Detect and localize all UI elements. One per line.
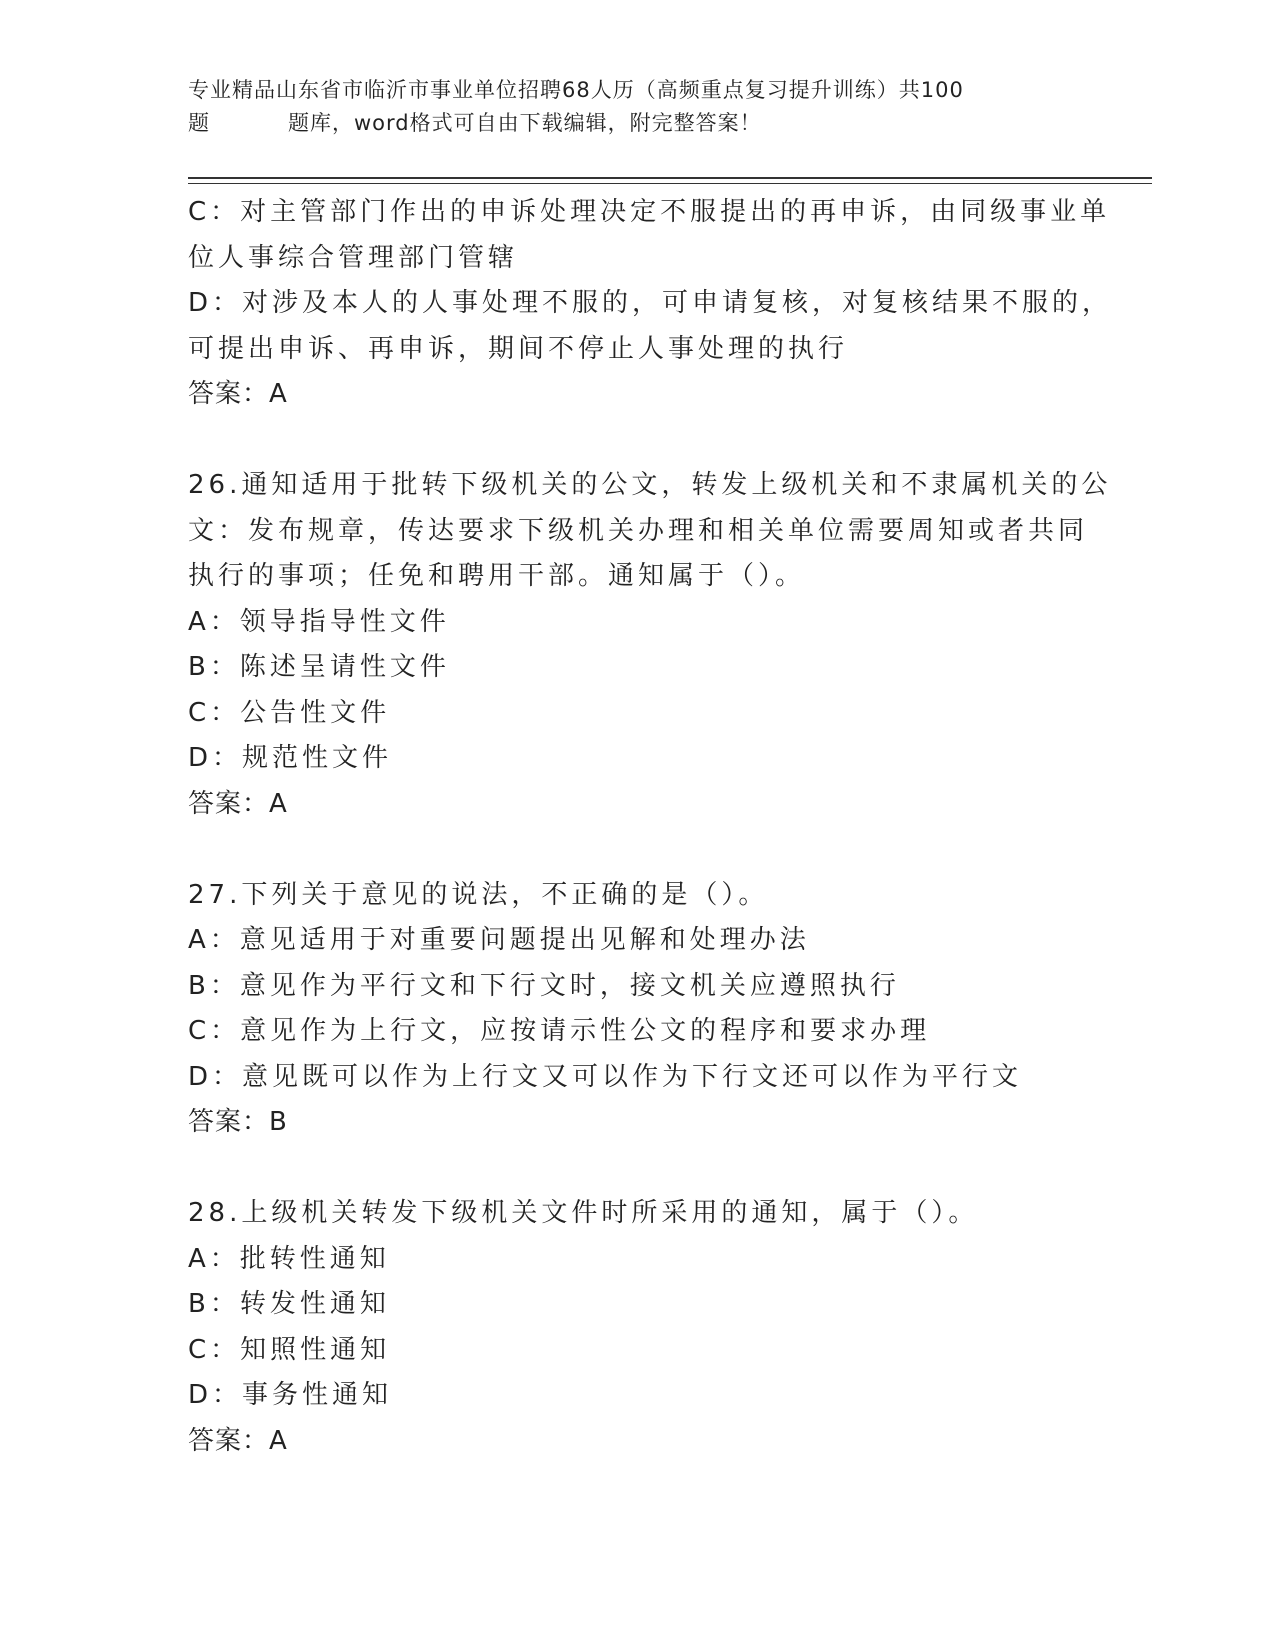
option-c-line-2: 位人事综合管理部门管辖	[188, 242, 519, 273]
answer-line: 答案：A	[188, 1425, 288, 1456]
answer-line: 答案：B	[188, 1107, 288, 1137]
question-27	[188, 873, 1088, 1146]
option-c: C：知照性通知	[188, 1334, 391, 1365]
answer-line: 答案：A	[188, 379, 288, 409]
option-d: D：规范性文件	[188, 743, 393, 773]
header-rule-thick	[188, 177, 1152, 179]
question-text-line: 执行的事项；任免和聘用干部。通知属于（）。	[188, 561, 806, 591]
header-rule-thin	[188, 183, 1152, 184]
option-c: C：公告性文件	[188, 697, 391, 728]
header-title-line-1: 专业精品山东省市临沂市事业单位招聘68人历（高频重点复习提升训练）共100	[188, 78, 964, 102]
continued-question	[188, 190, 1113, 418]
option-a: A：意见适用于对重要问题提出见解和处理办法	[188, 925, 810, 955]
option-b: B：意见作为平行文和下行文时，接文机关应遵照执行	[188, 970, 900, 1001]
option-d: D：事务性通知	[188, 1380, 393, 1410]
header-title-fragment: 题	[188, 111, 210, 135]
answer-line: 答案：A	[188, 788, 288, 819]
option-d-line-2: 可提出申诉、再申诉，期间不停止人事处理的执行	[188, 333, 849, 364]
header-title-line-2	[188, 107, 1068, 140]
question-26	[188, 463, 1112, 827]
option-b: B：陈述呈请性文件	[188, 652, 450, 682]
page-content	[188, 190, 1113, 1464]
question-text-line: 26.通知适用于批转下级机关的公文，转发上级机关和不隶属机关的公	[188, 470, 1112, 500]
option-a: A：批转性通知	[188, 1243, 390, 1274]
option-c-line-1: C：对主管部门作出的申诉处理决定不服提出的再申诉，由同级事业单	[188, 197, 1111, 227]
question-text-line: 28.上级机关转发下级机关文件时所采用的通知，属于（）。	[188, 1198, 979, 1228]
option-d: D：意见既可以作为上行文又可以作为下行文还可以作为平行文	[188, 1061, 1023, 1092]
option-c: C：意见作为上行文，应按请示性公文的程序和要求办理	[188, 1016, 931, 1046]
question-text-line: 27.下列关于意见的说法，不正确的是（）。	[188, 879, 769, 910]
question-text-line: 文：发布规章，传达要求下级机关办理和相关单位需要周知或者共同	[188, 515, 1089, 546]
question-28	[188, 1191, 1088, 1464]
header-subtitle: 题库，word格式可自由下载编辑，附完整答案！	[288, 111, 762, 135]
option-a: A：领导指导性文件	[188, 606, 450, 637]
option-d-line-1: D：对涉及本人的人事处理不服的，可申请复核，对复核结果不服的，	[188, 288, 1113, 318]
document-header	[188, 74, 1068, 140]
option-b: B：转发性通知	[188, 1289, 390, 1319]
